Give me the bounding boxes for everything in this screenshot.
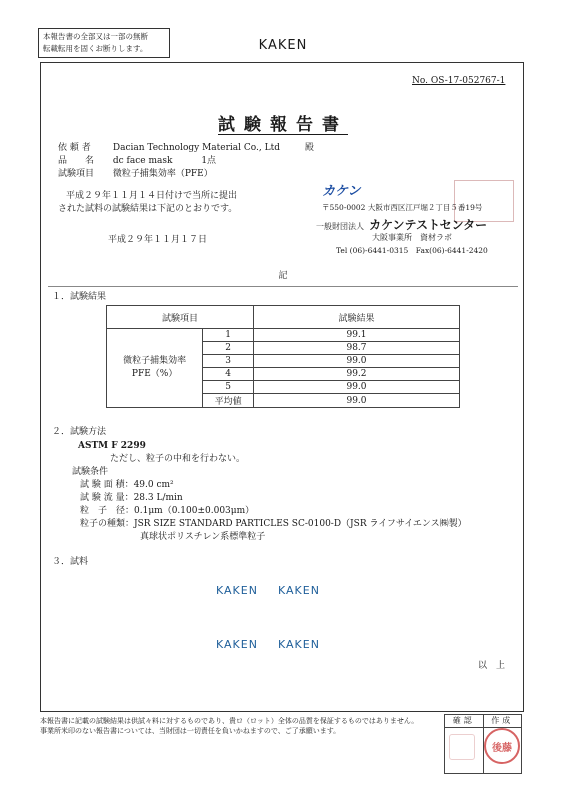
approval-header [445,715,521,728]
approval-seal: 後藤 [484,728,520,764]
average-value: 99.0 [253,394,459,408]
product-value: dc face mask [112,156,173,166]
section-3-title: ３．試料 [52,557,89,567]
report-date: 平成２９年１１月１７日 [108,235,208,245]
org-name: カケンテストセンター [369,218,488,232]
condition-particle-size: 粒 子 径：0.1μm（0.100±0.003μm） [80,506,255,516]
test-item-value: 微粒子捕集効率（PFE） [112,169,213,179]
test-item-label: 試験項目 [58,169,95,179]
item-name-line-1: 微粒子捕集効率 [123,356,187,366]
divider [48,286,518,287]
conditions-title: 試験条件 [72,467,109,477]
table-row [107,329,460,342]
method-note: ただし、粒子の中和を行わない。 [110,454,246,464]
condition-particle-type-2: 真球状ポリスチレン系標準粒子 [140,532,266,542]
trial-number: 1 [203,329,254,342]
condition-particle-type: 粒子の種類：JSR SIZE STANDARD PARTICLES SC-0100-D（JSR ライフサイエンス㈱製） [80,519,467,529]
method-standard: ASTM F 2299 [78,441,146,451]
intro-line-2: された試料の試験結果は下記のとおりです。 [58,204,238,214]
trial-number: 4 [203,368,254,381]
item-cell [107,329,203,408]
average-label: 平均値 [203,394,254,408]
condition-area: 試 験 面 積：49.0 cm² [80,480,174,490]
condition-flow: 試 験 流 量：28.3 L/min [80,493,183,503]
watermark-kaken: KAKEN [216,584,258,597]
page-title: 試験報告書 [218,115,348,135]
approval-create-label: 作成 [483,715,522,727]
product-label: 品 名 [58,156,95,166]
col-header-item: 試験項目 [107,306,254,329]
org-logo: カケン [322,184,361,199]
table-header-row [107,306,460,329]
footer-line-2: 事業所米印のない報告書については、当財団は一切責任を負いかねますので、ご了承願います。 [40,727,341,735]
org-division: 大阪事業所 資材ラボ [372,233,452,242]
trial-value: 98.7 [253,342,459,355]
notice-line-1: 本報告書の全部又は一部の無断 [43,32,148,41]
item-name-line-2: PFE（%） [131,369,178,379]
footer-line-1: 本報告書に記載の試験結果は供試々料に対するものであり、貴ロ（ロット）全体の品質を保証するものではありません。 [40,717,419,725]
doc-no-value: OS-17-052767-1 [430,76,506,86]
footer-disclaimer [40,716,440,736]
section-1-title: １．試験結果 [52,292,107,302]
trial-number: 2 [203,342,254,355]
faint-seal-mark [449,734,475,760]
product-row [58,155,216,167]
client-label: 依 頼 者 [58,143,91,153]
watermark-kaken: KAKEN [278,584,320,597]
client-value: Dacian Technology Material Co., Ltd [112,143,280,153]
org-address: 〒550-0002 大阪市西区江戸堀２丁目５番19号 [322,203,483,212]
header-logo: KAKEN [258,38,308,53]
org-corp-type: 一般財団法人 [316,222,364,231]
end-mark: 以 上 [478,661,506,671]
product-qty: 1点 [201,156,217,166]
trial-number: 5 [203,381,254,394]
ki-mark: 記 [278,271,288,281]
results-table [106,305,460,408]
doc-no-prefix: No. [412,76,428,86]
watermark-kaken: KAKEN [216,638,258,651]
client-honorific: 殿 [304,143,314,153]
col-header-result: 試験結果 [253,306,459,329]
trial-value: 99.1 [253,329,459,342]
document-number [412,76,505,86]
approval-confirm-label: 確認 [452,716,475,725]
watermark-kaken: KAKEN [278,638,320,651]
notice-line-2: 転載転用を固くお断りします。 [43,44,148,53]
client-row [58,142,314,154]
org-name-row [316,214,487,233]
org-tel: Tel (06)-6441-0315 Fax(06)-6441-2420 [336,246,488,255]
trial-value: 99.2 [253,368,459,381]
intro-line-1: 平成２９年１１月１４日付けで当所に提出 [66,191,238,201]
trial-number: 3 [203,355,254,368]
test-item-row [58,168,213,180]
section-2-title: ２．試験方法 [52,427,107,437]
trial-value: 99.0 [253,355,459,368]
trial-value: 99.0 [253,381,459,394]
